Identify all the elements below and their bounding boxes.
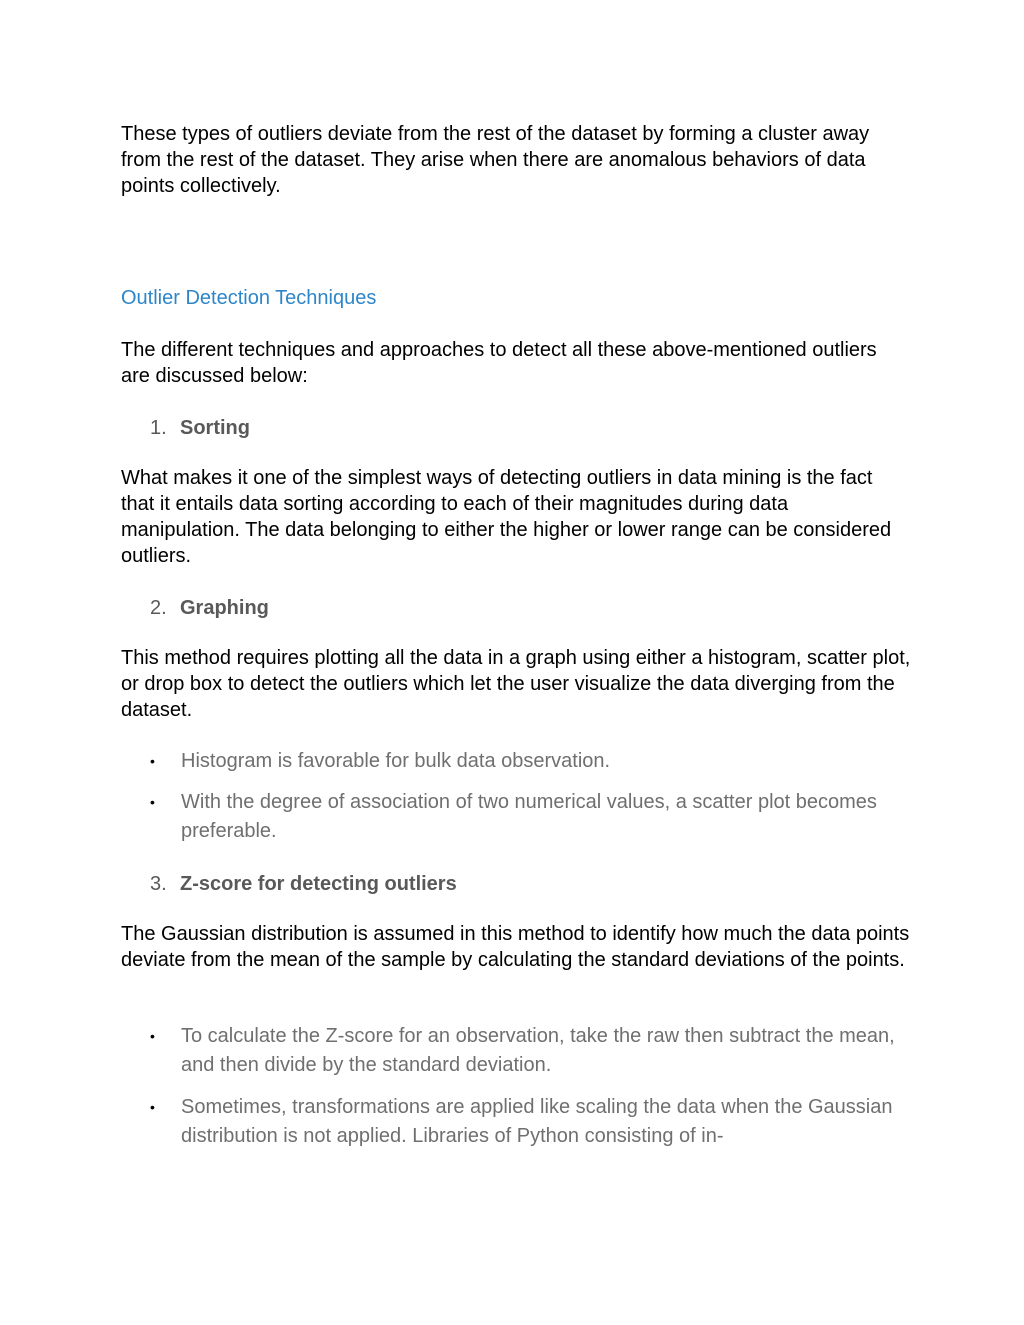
list-item xyxy=(150,1093,910,1151)
z-score-description: The Gaussian distribution is assumed in this method to identify how much the data points deviate from the mean of the sample by calculating the standard deviations of the points. xyxy=(121,923,910,971)
bullet-text: Sometimes, transformations are applied like scaling the data when the Gaussian distribution is not applied. Libraries of Python consisting of in- xyxy=(181,1096,893,1147)
bullet-icon: • xyxy=(150,1099,155,1115)
list-number: 3. xyxy=(150,873,167,895)
bullet-icon: • xyxy=(150,794,155,810)
list-item xyxy=(150,747,910,776)
technique-title: Z-score for detecting outliers xyxy=(180,873,457,895)
technique-heading-z-score xyxy=(150,871,457,897)
list-number: 2. xyxy=(150,597,167,619)
bullet-text: Histogram is favorable for bulk data observation. xyxy=(181,750,611,772)
bullet-text: With the degree of association of two numerical values, a scatter plot becomes preferable. xyxy=(181,791,877,842)
bullet-text: To calculate the Z-score for an observation, take the raw then subtract the mean, and then divide by the standard deviation. xyxy=(181,1025,895,1076)
technique-heading-sorting xyxy=(150,415,250,441)
section-heading: Outlier Detection Techniques xyxy=(121,287,377,309)
bullet-icon: • xyxy=(150,1028,155,1044)
sorting-description: What makes it one of the simplest ways of detecting outliers in data mining is the fact that it entails data sorting according to each of their magnitudes during data manipulation. The data belonging to either the higher or lower range can be considered outliers. xyxy=(121,467,892,567)
list-item xyxy=(150,788,910,846)
technique-heading-graphing xyxy=(150,595,269,621)
graphing-description: This method requires plotting all the data in a graph using either a histogram, scatter plot, or drop box to detect the outliers which let the user visualize the data diverging from the dataset. xyxy=(121,647,911,721)
technique-title: Graphing xyxy=(180,597,269,619)
intro-paragraph: These types of outliers deviate from the rest of the dataset by forming a cluster away from the rest of the dataset. They arise when there are anomalous behaviors of data points collectively. xyxy=(121,123,870,197)
list-item xyxy=(150,1022,910,1080)
technique-title: Sorting xyxy=(180,417,250,439)
section-intro-paragraph: The different techniques and approaches to detect all these above-mentioned outliers are discussed below: xyxy=(121,339,877,387)
list-number: 1. xyxy=(150,417,167,439)
bullet-icon: • xyxy=(150,753,155,769)
